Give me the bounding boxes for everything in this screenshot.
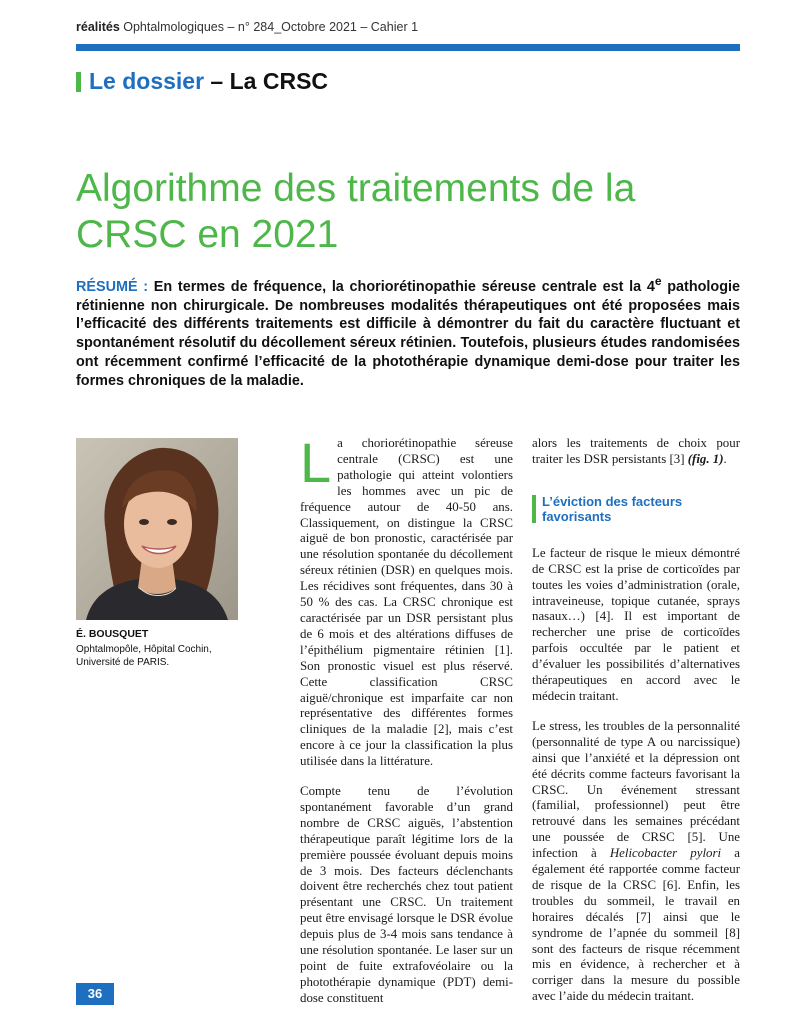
- section-marker: [76, 72, 81, 92]
- drop-cap: L: [300, 431, 332, 494]
- author-name: É. BOUSQUET: [76, 628, 149, 640]
- paragraph-text: Le stress, les troubles de la personnalité (personnalité de type A ou narcissique) ainsi que l’anxiété et la dépression ont été décrits comme facteurs favorisant la CRSC. Un événement stressant (familial, professionnel) peut être retrouvé dans les semaines précédant une poussée de CRSC [5]. Une infection à: [532, 718, 740, 861]
- italic-term: Helicobacter pylori: [609, 846, 722, 861]
- abstract: [76, 272, 740, 391]
- running-header: [76, 20, 418, 34]
- journal-brand: réalités: [76, 20, 120, 34]
- abstract-text-2: pathologie rétinienne non chirurgicale. De nombreuses modalités thérapeutiques ont été proposées mais l’efficacité des différents traitements est difficile à démontrer du fait du caractère fluctuant et spontanément résolutif du décollement séreux rétinien. Toutefois, plusieurs études randomisées ont récemment confirmé l’efficacité de la photothérapie dynamique demi-dose pour traiter les formes chroniques de la maladie.: [76, 278, 740, 389]
- paragraph-text: a également été rapportée comme facteur de risque de la CRSC [6]. Enfin, les troubles du sommeil, le travail en horaires décalés [7] ainsi que le syndrome de l’apnée du sommeil [8] sont des facteurs de risque récemment mis en évidence, à rechercher et à corriger dans la mesure du possible avec l’aide du médecin traitant.: [532, 846, 740, 1004]
- paragraph: a choriorétinopathie séreuse centrale (CRSC) est une pathologie qui atteint volontiers les hommes avec un pic de fréquence autour de 40-50 ans. Classiquement, on distingue la CRSC aiguë de bon pronostic, caractérisée par une résolution spontanée du décollement séreux rétinien (DSR) en quelques mois. Les récidives sont fréquentes, dans 30 à 50 % des cas. La CRSC chronique est caractérisée par un DSR persistant plus de 6 mois et des altérations diffuses de l’épithélium pigmentaire rétinien [1]. Son pronostic visuel est plus réservé. Cette classification CRSC aiguë/chronique est imparfaite car non représentative des différentes formes cliniques de la maladie [2], mais c’est encore à ce jour la classification la plus utilisée dans la littérature.: [300, 436, 513, 769]
- paragraph: Le facteur de risque le mieux démontré de CRSC est la prise de corticoïdes par toutes les voies d’administration (orale, intraveineuse, topique cutanée, sprays nasaux…) [4]. Il est important de rechercher une prise de corticoïdes parfois occultée par le patient et d’évaluer les possibilités d’alternatives thérapeutiques en accord avec le médecin traitant.: [532, 545, 740, 703]
- figure-reference[interactable]: (fig. 1): [687, 451, 724, 466]
- abstract-sup: e: [654, 274, 662, 288]
- section-dossier: Le dossier: [89, 68, 205, 94]
- author-block: [76, 628, 246, 669]
- page-number: 36: [76, 983, 114, 1005]
- author-photo: [76, 438, 238, 620]
- column-2: [532, 436, 740, 1005]
- abstract-label: RÉSUMÉ :: [76, 278, 149, 295]
- abstract-text-1: En termes de fréquence, la choriorétinopathie séreuse centrale est la 4: [148, 278, 655, 295]
- paragraph: Compte tenu de l’évolution spontanément favorable d’un grand nombre de CRSC aiguës, l’abstention thérapeutique paraît légitime lors de la première poussée évoluant depuis moins de 3 mois. Des facteurs déclenchants doivent être recherchés chez tout patient présentant une CRSC. Un traitement peut être envisagé lorsque le DSR évolue depuis plus de 3-4 mois sans tendance à une résolution spontanée. Le laser sur un point de fuite extrafovéolaire ou la photothérapie dynamique (PDT) demi-dose constituent: [300, 784, 513, 1005]
- paragraph-text: alors les traitements de choix pour traiter les DSR persistants [3]: [532, 436, 740, 466]
- column-1: [300, 431, 513, 1007]
- paragraph-text: .: [723, 451, 727, 466]
- section-label: [76, 68, 328, 95]
- paragraph: [532, 719, 740, 1005]
- author-affiliation: Ophtalmopôle, Hôpital Cochin, Université de PARIS.: [76, 644, 212, 668]
- paragraph: [532, 436, 740, 468]
- section-subheading: L’éviction des facteurs favorisants: [532, 494, 740, 524]
- section-topic: – La CRSC: [204, 68, 329, 94]
- article-title: Algorithme des traitements de la CRSC en 2021: [76, 167, 636, 257]
- header-rule: [76, 44, 740, 51]
- issue-info: Ophtalmologiques – n° 284_Octobre 2021 – Cahier 1: [119, 20, 419, 34]
